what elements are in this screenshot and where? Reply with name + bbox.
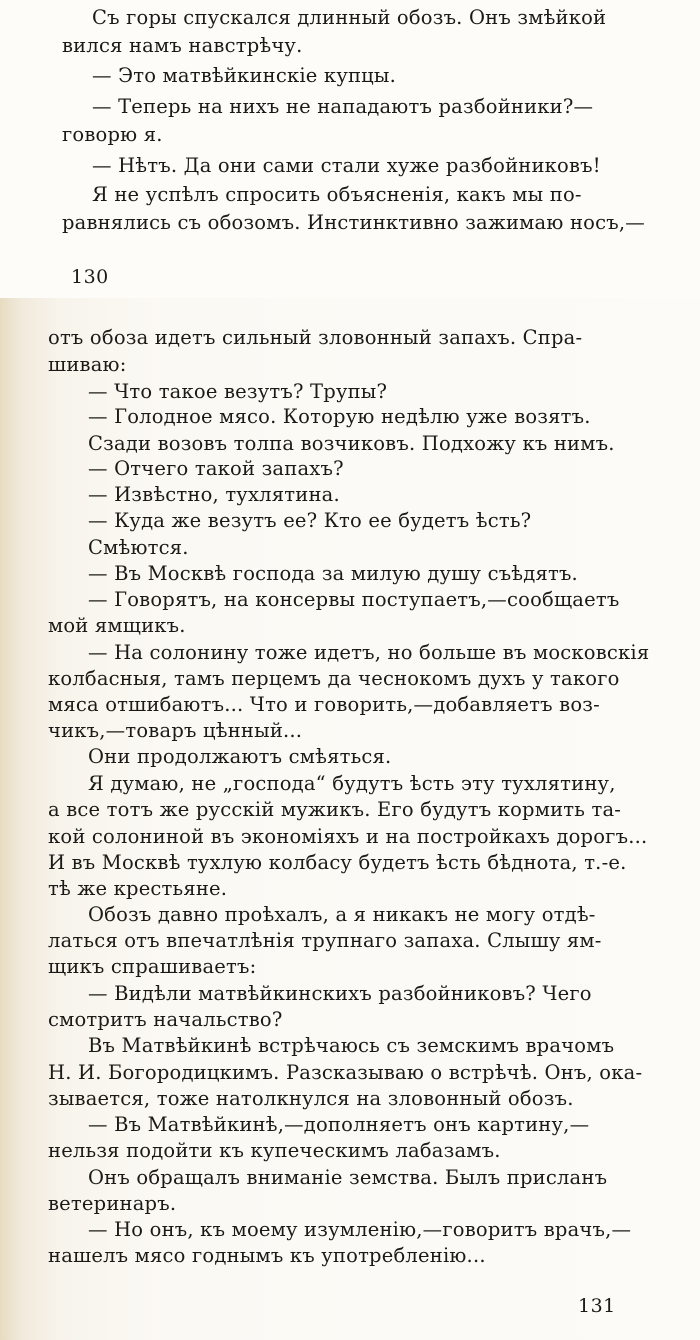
text-line: тѣ же крестьяне. [48, 877, 228, 900]
text-line: — Въ Матвѣйкинѣ,—дополняетъ онъ картину,— [88, 1113, 590, 1136]
text-line: нельзя подойти къ купеческимъ лабазамъ. [48, 1139, 501, 1162]
text-line: Они продолжаютъ смѣяться. [88, 745, 392, 768]
text-line: — Теперь на нихъ не нападаютъ разбойники?— [92, 95, 594, 118]
text-line: — Видѣли матвѣйкинскихъ разбойниковъ? Чего [88, 982, 592, 1005]
text-line: Онъ обращалъ вниманіе земства. Былъ присланъ [88, 1166, 608, 1189]
text-line: шиваю: [48, 353, 127, 376]
text-line: колбасныя, тамъ перцемъ да чеснокомъ духъ у такого [48, 667, 620, 690]
text-line: Съ горы спускался длинный обозъ. Онъ змѣйкой [92, 6, 607, 29]
text-line: Сзади возовъ толпа возчиковъ. Подхожу къ нимъ. [88, 432, 615, 455]
text-line: чикъ,—товаръ цѣнный... [48, 719, 303, 742]
text-line: вился намъ навстрѣчу. [62, 34, 303, 57]
text-line: говорю я. [62, 123, 163, 146]
text-line: — Нѣтъ. Да они сами стали хуже разбойниковъ! [92, 154, 601, 177]
text-line: Н. И. Богородицкимъ. Разсказываю о встрѣчѣ. Онъ, ока- [48, 1061, 643, 1084]
text-line: — Голодное мясо. Которую недѣлю уже возятъ. [88, 405, 591, 428]
text-line: — Куда же везутъ ее? Кто ее будетъ ѣсть? [88, 509, 532, 532]
text-line: — Отчего такой запахъ? [88, 457, 344, 480]
page-number: 130 [71, 266, 109, 288]
text-line: нашелъ мясо годнымъ къ употребленію... [48, 1244, 486, 1267]
text-line: — Извѣстно, тухлятина. [88, 483, 340, 506]
text-line: — Но онъ, къ моему изумленію,—говоритъ врачъ,— [88, 1218, 632, 1241]
text-line: зывается, тоже натолкнулся на зловонный обозъ. [48, 1087, 574, 1110]
text-line: Обозъ давно проѣхалъ, а я никакъ не могу отдѣ- [88, 903, 596, 926]
text-line: кой солониной въ экономіяхъ и на постройкахъ дорогъ... [48, 825, 648, 848]
text-line: отъ обоза идетъ сильный зловонный запахъ. Спра- [48, 326, 583, 349]
text-line: Я не успѣлъ спросить объясненія, какъ мы по- [92, 183, 582, 206]
text-line: а все тотъ же русскій мужикъ. Его будутъ кормить та- [48, 798, 622, 821]
text-line: ветеринаръ. [48, 1192, 177, 1215]
text-line: И въ Москвѣ тухлую колбасу будетъ ѣсть бѣднота, т.-е. [48, 851, 627, 874]
page-131 [0, 298, 700, 1340]
text-line: Въ Матвѣйкинѣ встрѣчаюсь съ земскимъ врачомъ [88, 1034, 615, 1057]
text-line: мяса отшибаютъ... Что и говорить,—добавляетъ воз- [48, 693, 600, 716]
text-line: мой ямщикъ. [48, 614, 186, 637]
text-line: — На солонину тоже идетъ, но больше въ московскія [88, 641, 650, 664]
text-line: — Говорятъ, на консервы поступаетъ,—сообщаетъ [88, 588, 620, 611]
text-line: — Это матвѣйкинскіе купцы. [92, 64, 397, 87]
text-line: — Что такое везутъ? Трупы? [88, 380, 388, 403]
text-line: — Въ Москвѣ господа за милую душу съѣдятъ. [88, 562, 578, 585]
text-line: щикъ спрашиваетъ: [48, 955, 257, 978]
text-line: смотритъ начальство? [48, 1008, 283, 1031]
page-130-fragment [0, 0, 700, 298]
text-line: Смѣются. [88, 536, 189, 559]
page-number: 131 [578, 1295, 616, 1317]
text-line: Я думаю, не „господа“ будутъ ѣсть эту тухлятину, [88, 772, 616, 795]
text-line: латься отъ впечатлѣнія трупнаго запаха. Слышу ям- [48, 929, 602, 952]
text-line: равнялись съ обозомъ. Инстинктивно зажимаю носъ,— [62, 211, 645, 234]
